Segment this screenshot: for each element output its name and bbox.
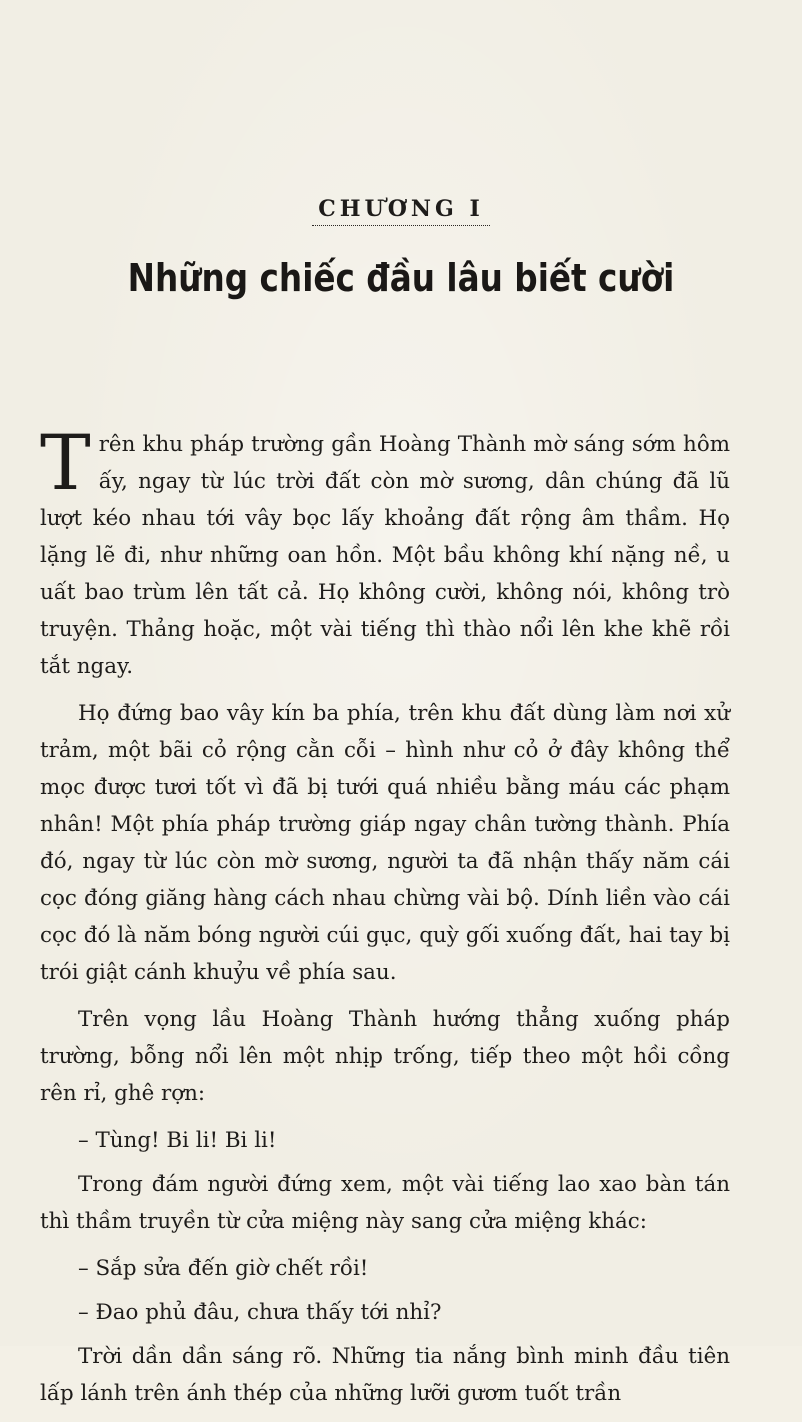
chapter-body — [40, 418, 730, 1422]
paragraph-3: Trên vọng lầu Hoàng Thành hướng thẳng xuống pháp trường, bỗng nổi lên một nhịp trống, tiếp theo một hồi cồng rên rỉ, ghê rợn: — [40, 1007, 730, 1106]
paragraph-2: Họ đứng bao vây kín ba phía, trên khu đất dùng làm nơi xử trảm, một bãi cỏ rộng cằn cỗi – hình như cỏ ở đây không thể mọc được tươi tốt vì đã bị tưới quá nhiều bằng máu các phạm nhân! Một phía pháp trường giáp ngay chân tường thành. Phía đó, ngay từ lúc còn mờ sương, người ta đã nhận thấy năm cái cọc đóng giăng hàng cách nhau chừng vài bộ. Dính liền vào cái cọc đó là năm bóng người cúi gục, quỳ gối xuống đất, hai tay bị trói giật cánh khuỷu về phía sau. — [40, 701, 730, 985]
paragraph-4: Trong đám người đứng xem, một vài tiếng lao xao bàn tán thì thầm truyền từ cửa miệng này sang cửa miệng khác: — [40, 1172, 730, 1234]
paragraph-1-text: rên khu pháp trường gần Hoàng Thành mờ sáng sớm hôm ấy, ngay từ lúc trời đất còn mờ sương, dân chúng đã lũ lượt kéo nhau tới vây bọc lấy khoảng đất rộng âm thầm. Họ lặng lẽ đi, như những oan hồn. Một bầu không khí nặng nề, u uất bao trùm lên tất cả. Họ không cười, không nói, không trò truyện. Thảng hoặc, một vài tiếng thì thào nổi lên khe khẽ rồi tắt ngay. — [40, 432, 730, 679]
drop-cap: T — [40, 418, 91, 507]
dialogue-line-1: – Tùng! Bi li! Bi li! — [78, 1128, 277, 1153]
dialogue-line-3: – Đao phủ đâu, chưa thấy tới nhỉ? — [78, 1300, 442, 1325]
chapter-number: CHƯƠNG I — [312, 196, 490, 226]
paragraph-5: Trời dần dần sáng rõ. Những tia nắng bình minh đầu tiên lấp lánh trên ánh thép của những lưỡi gươm tuốt trần — [40, 1344, 730, 1406]
chapter-label — [0, 196, 802, 226]
dialogue-line-2: – Sắp sửa đến giờ chết rồi! — [78, 1256, 369, 1281]
chapter-title: Những chiếc đầu lâu biết cười — [127, 256, 675, 300]
paragraph-1 — [40, 418, 730, 685]
